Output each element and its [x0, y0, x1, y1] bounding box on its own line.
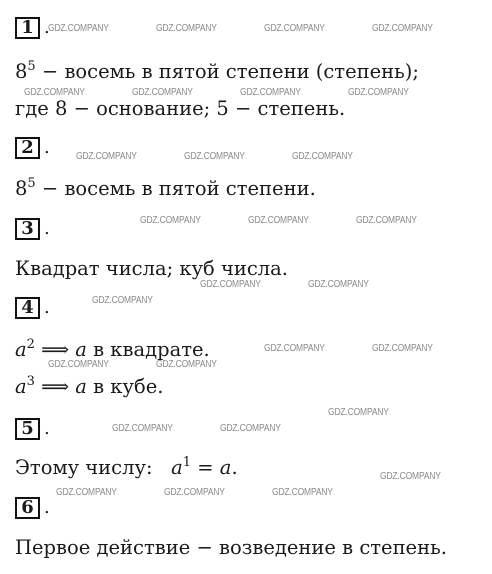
- answer-5-variable-2: a: [219, 456, 232, 479]
- watermark: GDZ.COMPANY: [48, 359, 109, 370]
- answer-2-base: 8: [15, 177, 28, 200]
- section-number-5-label: 5: [21, 418, 34, 439]
- answer-2-exponent: 5: [27, 176, 36, 191]
- answer-1-line-2: где 8 − основание; 5 − степень.: [15, 97, 346, 120]
- section-number-6-dot: .: [44, 497, 50, 518]
- watermark: GDZ.COMPANY: [240, 87, 301, 98]
- watermark: GDZ.COMPANY: [24, 87, 85, 98]
- answer-4a-exponent: 2: [26, 337, 35, 352]
- watermark: GDZ.COMPANY: [292, 151, 353, 162]
- watermark: GDZ.COMPANY: [164, 487, 225, 498]
- watermark: GDZ.COMPANY: [140, 215, 201, 226]
- section-number-6: [15, 497, 50, 519]
- watermark: GDZ.COMPANY: [380, 471, 441, 482]
- section-number-4-label: 4: [21, 297, 34, 318]
- watermark: GDZ.COMPANY: [356, 215, 417, 226]
- answer-3-line: Квадрат числа; куб числа.: [15, 257, 289, 280]
- watermark: GDZ.COMPANY: [92, 295, 153, 306]
- answer-5-text: Этому числу:: [15, 456, 172, 479]
- answer-2-text: − восемь в пятой степени.: [35, 177, 316, 200]
- section-number-1: [15, 17, 50, 39]
- answer-4a-variable: a: [15, 338, 27, 361]
- answer-4b-variable: a: [15, 375, 27, 398]
- answer-4b-text: в кубе.: [86, 375, 164, 398]
- answer-5-variable: a: [171, 456, 183, 479]
- watermark: GDZ.COMPANY: [132, 87, 193, 98]
- section-number-5: [15, 418, 50, 440]
- watermark: GDZ.COMPANY: [348, 87, 409, 98]
- answer-5-exponent: 1: [182, 455, 192, 470]
- watermark: GDZ.COMPANY: [112, 423, 173, 434]
- section-number-5-dot: .: [44, 418, 50, 439]
- watermark: GDZ.COMPANY: [248, 215, 309, 226]
- section-number-3-dot: .: [44, 218, 50, 239]
- watermark: GDZ.COMPANY: [308, 279, 369, 290]
- watermark: GDZ.COMPANY: [156, 23, 217, 34]
- answer-4a-arrow: ⟹: [34, 338, 76, 361]
- answer-1-line-1: [15, 59, 419, 83]
- answer-5-line: [15, 455, 238, 479]
- answer-4b-exponent: 3: [26, 374, 35, 389]
- section-number-3-label: 3: [21, 218, 34, 239]
- answer-5-end: .: [231, 456, 238, 479]
- watermark: GDZ.COMPANY: [56, 487, 117, 498]
- section-number-2: [15, 137, 50, 159]
- watermark: GDZ.COMPANY: [76, 151, 137, 162]
- watermark: GDZ.COMPANY: [328, 407, 389, 418]
- answer-4-line-1: [15, 337, 210, 361]
- watermark: GDZ.COMPANY: [48, 23, 109, 34]
- section-number-4-dot: .: [44, 297, 50, 318]
- watermark: GDZ.COMPANY: [220, 423, 281, 434]
- answer-6-line: Первое действие − возведение в степень.: [15, 536, 447, 559]
- answer-4-line-2: [15, 374, 164, 398]
- section-number-1-label: 1: [21, 17, 34, 38]
- section-number-6-label: 6: [21, 497, 34, 518]
- answer-2-line: [15, 176, 316, 200]
- watermark: GDZ.COMPANY: [264, 23, 325, 34]
- section-number-3: [15, 218, 50, 240]
- answer-4b-variable-2: a: [75, 375, 87, 398]
- answer-1-exponent: 5: [27, 59, 36, 74]
- answer-5-equals: =: [191, 456, 220, 479]
- answer-4a-variable-2: a: [75, 338, 87, 361]
- watermark: GDZ.COMPANY: [272, 487, 333, 498]
- watermark: GDZ.COMPANY: [372, 343, 433, 354]
- answer-4b-arrow: ⟹: [34, 375, 76, 398]
- watermark: GDZ.COMPANY: [184, 151, 245, 162]
- watermark: GDZ.COMPANY: [264, 343, 325, 354]
- watermark: GDZ.COMPANY: [200, 279, 261, 290]
- watermark: GDZ.COMPANY: [156, 359, 217, 370]
- answer-1-base: 8: [15, 60, 28, 83]
- section-number-4: [15, 297, 50, 319]
- answer-1-text: − восемь в пятой степени (степень);: [35, 60, 419, 83]
- watermark: GDZ.COMPANY: [372, 23, 433, 34]
- answer-4a-text: в квадрате.: [86, 338, 210, 361]
- section-number-2-dot: .: [44, 137, 50, 158]
- section-number-1-dot: .: [44, 17, 50, 38]
- section-number-2-label: 2: [21, 137, 34, 158]
